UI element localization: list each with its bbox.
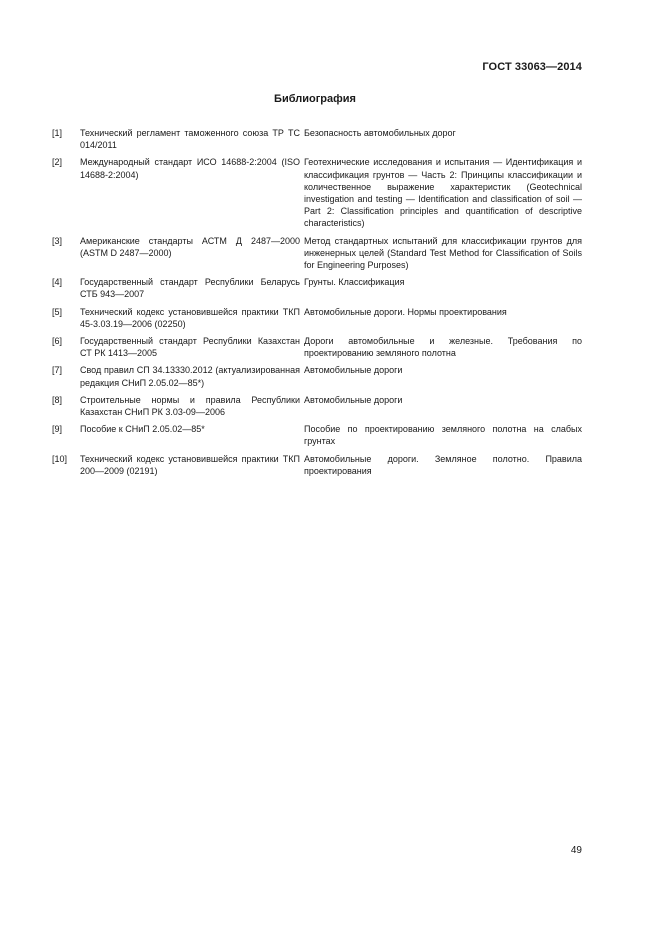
bibliography-list — [52, 127, 582, 482]
entry-number: [6] — [52, 336, 63, 347]
entry-number: [5] — [52, 306, 63, 317]
entry-source: Государственный стандарт Республики Беларусь СТБ 943—2007 — [80, 277, 300, 300]
entry-source: Государственный стандарт Республики Казахстан СТ РК 1413—2005 — [80, 336, 300, 359]
bibliography-entry — [52, 127, 582, 151]
entry-source: Строительные нормы и правила Республики Казахстан СНиП РК 3.03-09—2006 — [80, 394, 300, 418]
entry-description: Безопасность автомобильных дорог — [304, 128, 456, 138]
bibliography-entry — [52, 423, 582, 447]
entry-description: Автомобильные дороги. Земляное полотно. Правила проектирования — [304, 453, 582, 476]
entry-source: Технический кодекс установившейся практики ТКП 45-3.03.19—2006 (02250) — [80, 306, 300, 329]
entry-number: [4] — [52, 277, 63, 288]
bibliography-entry — [52, 306, 582, 330]
entry-description: Дороги автомобильные и железные. Требования по проектированию земляного полотна — [304, 336, 582, 359]
entry-description: Геотехнические исследования и испытания — Идентификация и классификация грунтов — Часть 2: Принципы классификации и количественное выражение характеристик (Geotechnical investigation and testing — Identification and classification of soil — Part 2: Classification principles and quantification of descriptive characteristics) — [304, 157, 582, 229]
document-header: ГОСТ 33063—2014 — [482, 61, 582, 73]
bibliography-entry — [52, 235, 582, 272]
entry-source: Международный стандарт ИСО 14688-2:2004 (ISO 14688-2:2004) — [80, 157, 300, 180]
bibliography-entry — [52, 276, 582, 300]
entry-source: Свод правил СП 34.13330.2012 (актуализированная редакция СНиП 2.05.02—85*) — [80, 365, 300, 388]
bibliography-entry — [52, 394, 582, 418]
entry-description: Пособие по проектированию земляного полотна на слабых грунтах — [304, 424, 582, 447]
entry-description: Автомобильные дороги. Нормы проектирования — [304, 306, 507, 317]
entry-number: [9] — [52, 424, 63, 435]
page-number: 49 — [570, 845, 582, 856]
entry-number: [1] — [52, 128, 63, 138]
entry-source: Американские стандарты АСТМ Д 2487—2000 (ASTM D 2487—2000) — [80, 235, 300, 258]
entry-number: [7] — [52, 365, 63, 376]
bibliography-entry — [52, 364, 582, 388]
entry-description: Грунты. Классификация — [304, 277, 405, 288]
entry-source: Технический регламент таможенного союза ТР ТС 014/2011 — [80, 128, 300, 151]
entry-number: [3] — [52, 235, 63, 246]
bibliography-entry — [52, 156, 582, 229]
entry-number: [10] — [52, 453, 68, 464]
page-title: Библиография — [274, 93, 356, 105]
entry-source: Технический кодекс установившейся практики ТКП 200—2009 (02191) — [80, 453, 300, 476]
entry-description: Метод стандартных испытаний для классификации грунтов для инженерных целей (Standard Test Method for Classification of Soils for Engineering Purposes) — [304, 235, 582, 271]
bibliography-entry — [52, 335, 582, 359]
entry-description: Автомобильные дороги — [304, 394, 403, 405]
entry-number: [8] — [52, 394, 63, 405]
bibliography-entry — [52, 453, 582, 477]
entry-description: Автомобильные дороги — [304, 365, 403, 376]
entry-number: [2] — [52, 157, 63, 168]
entry-source: Пособие к СНиП 2.05.02—85* — [80, 424, 205, 435]
